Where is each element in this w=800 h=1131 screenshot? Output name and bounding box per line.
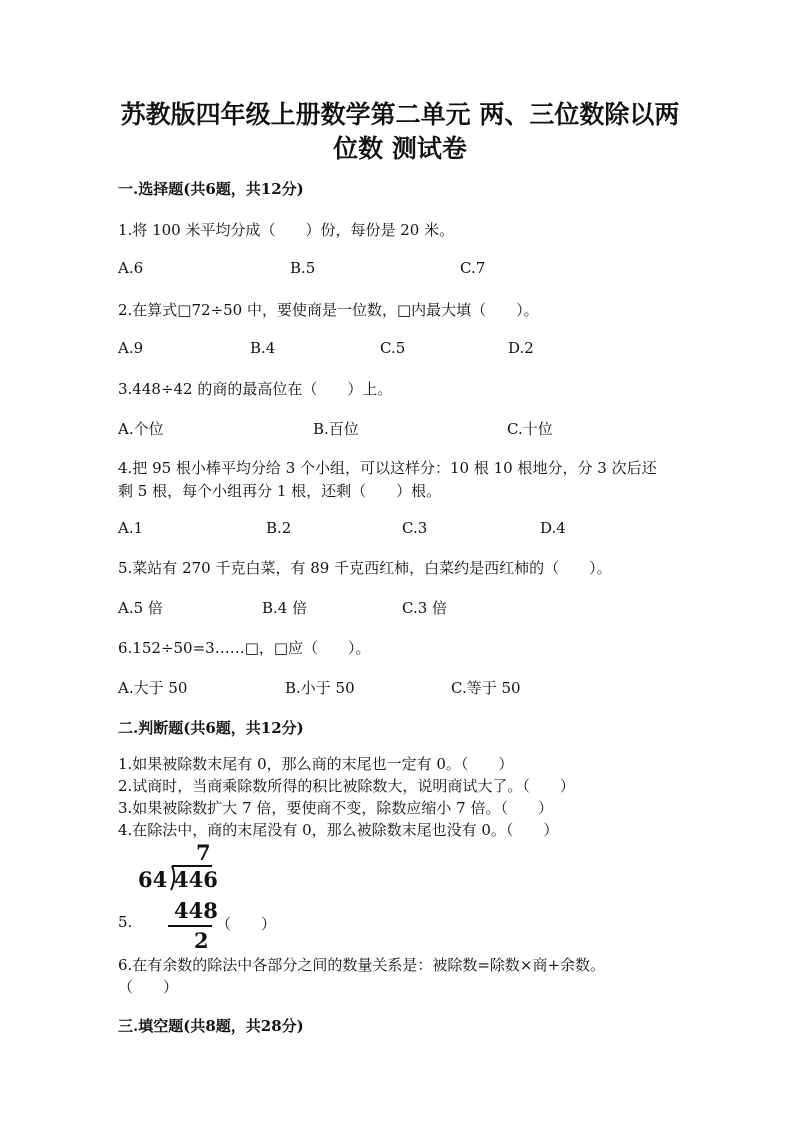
division-product: 448 bbox=[174, 898, 218, 923]
q4-option-c: C.3 bbox=[402, 519, 428, 537]
question-5: 5.菜站有 270 千克白菜，有 89 千克西红柿，白菜约是西红柿的（ ）。 bbox=[118, 559, 612, 577]
division-dividend: 446 bbox=[174, 867, 218, 892]
page-title-line2: 位数 测试卷 bbox=[333, 134, 467, 163]
division-quotient: 7 bbox=[196, 840, 211, 865]
q1-option-c: C.7 bbox=[460, 259, 486, 277]
question-1: 1.将 100 米平均分成（ ）份，每份是 20 米。 bbox=[118, 221, 455, 239]
q5-option-a: A.5 倍 bbox=[118, 599, 163, 617]
question-3: 3.448÷42 的商的最高位在（ ）上。 bbox=[118, 380, 393, 398]
section1-heading: 一.选择题(共6题，共12分) bbox=[118, 180, 304, 198]
q2-option-b: B.4 bbox=[250, 339, 276, 357]
q3-option-b: B.百位 bbox=[313, 420, 359, 438]
q3-option-a: A.个位 bbox=[118, 420, 164, 438]
q2-option-c: C.5 bbox=[380, 339, 406, 357]
question-4-line2: 剩 5 根，每个小组再分 1 根，还剩（ ）根。 bbox=[118, 482, 442, 500]
q4-option-a: A.1 bbox=[118, 519, 144, 537]
judge-1: 1.如果被除数末尾有 0，那么商的末尾也一定有 0。（ ） bbox=[118, 755, 514, 773]
q4-option-b: B.2 bbox=[266, 519, 292, 537]
q5-option-c: C.3 倍 bbox=[402, 599, 448, 617]
division-remainder: 2 bbox=[194, 928, 209, 953]
question-6: 6.152÷50=3……□，□应（ ）。 bbox=[118, 639, 371, 657]
judge-6-line2: （ ） bbox=[118, 978, 179, 996]
q6-option-a: A.大于 50 bbox=[118, 679, 188, 697]
q3-option-c: C.十位 bbox=[507, 420, 553, 438]
division-divisor: 64 bbox=[138, 867, 168, 892]
q2-option-d: D.2 bbox=[508, 339, 534, 357]
page-title-line1: 苏教版四年级上册数学第二单元 两、三位数除以两 bbox=[120, 100, 680, 129]
judge-5-blank: （ ） bbox=[216, 915, 277, 933]
q1-option-b: B.5 bbox=[290, 259, 316, 277]
section2-heading: 二.判断题(共6题，共12分) bbox=[118, 719, 304, 737]
judge-3: 3.如果被除数扩大 7 倍，要使商不变，除数应缩小 7 倍。（ ） bbox=[118, 799, 553, 817]
q5-option-b: B.4 倍 bbox=[262, 599, 308, 617]
question-2: 2.在算式□72÷50 中，要使商是一位数，□内最大填（ ）。 bbox=[118, 301, 539, 319]
judge-2: 2.试商时，当商乘除数所得的积比被除数大，说明商试大了。（ ） bbox=[118, 777, 575, 795]
q6-option-c: C.等于 50 bbox=[451, 679, 521, 697]
section3-heading: 三.填空题(共8题，共28分) bbox=[118, 1017, 304, 1035]
judge-6-line1: 6.在有余数的除法中各部分之间的数量关系是：被除数=除数×商+余数。 bbox=[118, 956, 606, 974]
question-4-line1: 4.把 95 根小棒平均分给 3 个小组，可以这样分：10 根 10 根地分，分 3 次后还 bbox=[118, 459, 657, 477]
q4-option-d: D.4 bbox=[540, 519, 566, 537]
q1-option-a: A.6 bbox=[118, 259, 144, 277]
judge-4: 4.在除法中，商的末尾没有 0，那么被除数末尾也没有 0。（ ） bbox=[118, 821, 559, 839]
q2-option-a: A.9 bbox=[118, 339, 144, 357]
judge-5-number: 5. bbox=[118, 913, 133, 931]
q6-option-b: B.小于 50 bbox=[285, 679, 355, 697]
